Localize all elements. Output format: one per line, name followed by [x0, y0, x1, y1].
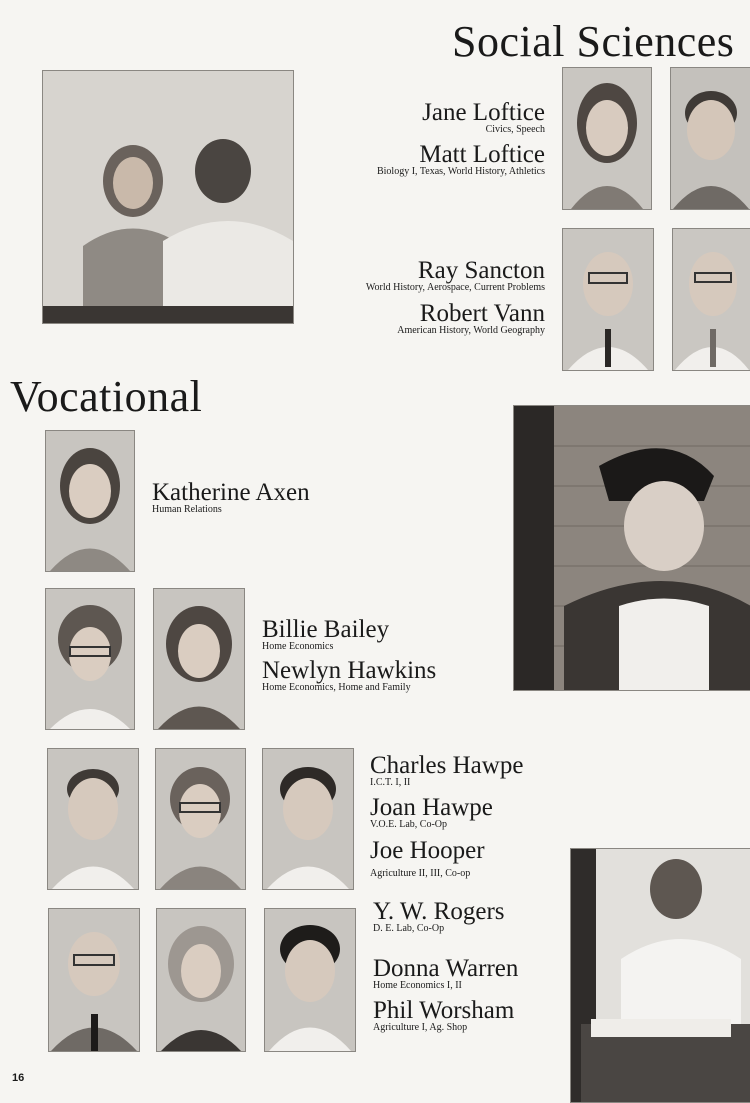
staff-name: Billie Bailey	[262, 616, 390, 643]
staff-name: Phil Worsham	[373, 997, 515, 1024]
staff-subjects: Agriculture I, Ag. Shop	[373, 1022, 468, 1033]
portrait-donna-warren	[156, 908, 246, 1052]
portrait-billie-bailey	[45, 588, 135, 730]
staff-subjects: World History, Aerospace, Current Problems	[365, 282, 545, 293]
staff-entry	[397, 301, 545, 337]
staff-entry	[366, 258, 545, 294]
portrait-robert-vann	[672, 228, 750, 371]
staff-subjects: Civics, Speech	[485, 124, 545, 135]
page-number: 16	[12, 1072, 25, 1084]
staff-name: Matt Loftice	[419, 141, 545, 168]
staff-entry	[373, 956, 518, 992]
staff-name: Ray Sancton	[417, 257, 545, 284]
staff-name: Katherine Axen	[152, 479, 310, 506]
staff-name: Charles Hawpe	[370, 752, 524, 779]
staff-subjects: Biology I, Texas, World History, Athletics	[376, 166, 545, 177]
portrait-phil-worsham	[264, 908, 356, 1052]
staff-subjects: Home Economics	[262, 641, 334, 652]
staff-entry	[262, 617, 389, 653]
staff-subjects: V.O.E. Lab, Co-Op	[370, 819, 448, 830]
staff-subjects: Human Relations	[152, 504, 222, 515]
staff-entry	[373, 899, 505, 935]
portrait-y-w-rogers	[48, 908, 140, 1052]
staff-subjects: Agriculture II, III, Co-op	[370, 868, 471, 879]
staff-entry	[370, 795, 493, 831]
section-title-social-sciences: Social Sciences	[452, 17, 735, 66]
staff-subjects: Home Economics I, II	[373, 980, 462, 991]
staff-entry	[152, 480, 310, 516]
portrait-joan-hawpe	[155, 748, 246, 890]
staff-name: Newlyn Hawkins	[262, 657, 437, 684]
staff-name: Robert Vann	[419, 300, 545, 327]
staff-name: Joan Hawpe	[370, 794, 493, 821]
portrait-ray-sancton	[562, 228, 654, 371]
staff-entry	[422, 100, 545, 136]
candid-photo-costume	[513, 405, 750, 691]
staff-subjects: I.C.T. I, II	[370, 777, 411, 788]
staff-name: Y. W. Rogers	[373, 898, 505, 925]
candid-photo-desk	[570, 848, 750, 1103]
staff-entry	[262, 658, 436, 694]
candid-photo-meeting	[42, 70, 294, 324]
staff-name: Joe Hooper	[370, 837, 485, 864]
staff-subjects: Home Economics, Home and Family	[262, 682, 411, 693]
portrait-matt-loftice	[670, 67, 750, 210]
section-title-vocational: Vocational	[10, 372, 203, 421]
staff-entry	[377, 142, 545, 178]
portrait-charles-hawpe	[47, 748, 139, 890]
staff-entry	[370, 753, 523, 789]
staff-subjects: American History, World Geography	[397, 325, 545, 336]
portrait-katherine-axen	[45, 430, 135, 572]
staff-name: Jane Loftice	[422, 99, 545, 126]
staff-entry	[370, 838, 485, 880]
portrait-newlyn-hawkins	[153, 588, 245, 730]
portrait-jane-loftice	[562, 67, 652, 210]
staff-entry	[373, 998, 514, 1034]
staff-subjects: D. E. Lab, Co-Op	[373, 923, 445, 934]
staff-name: Donna Warren	[373, 955, 519, 982]
portrait-joe-hooper	[262, 748, 354, 890]
